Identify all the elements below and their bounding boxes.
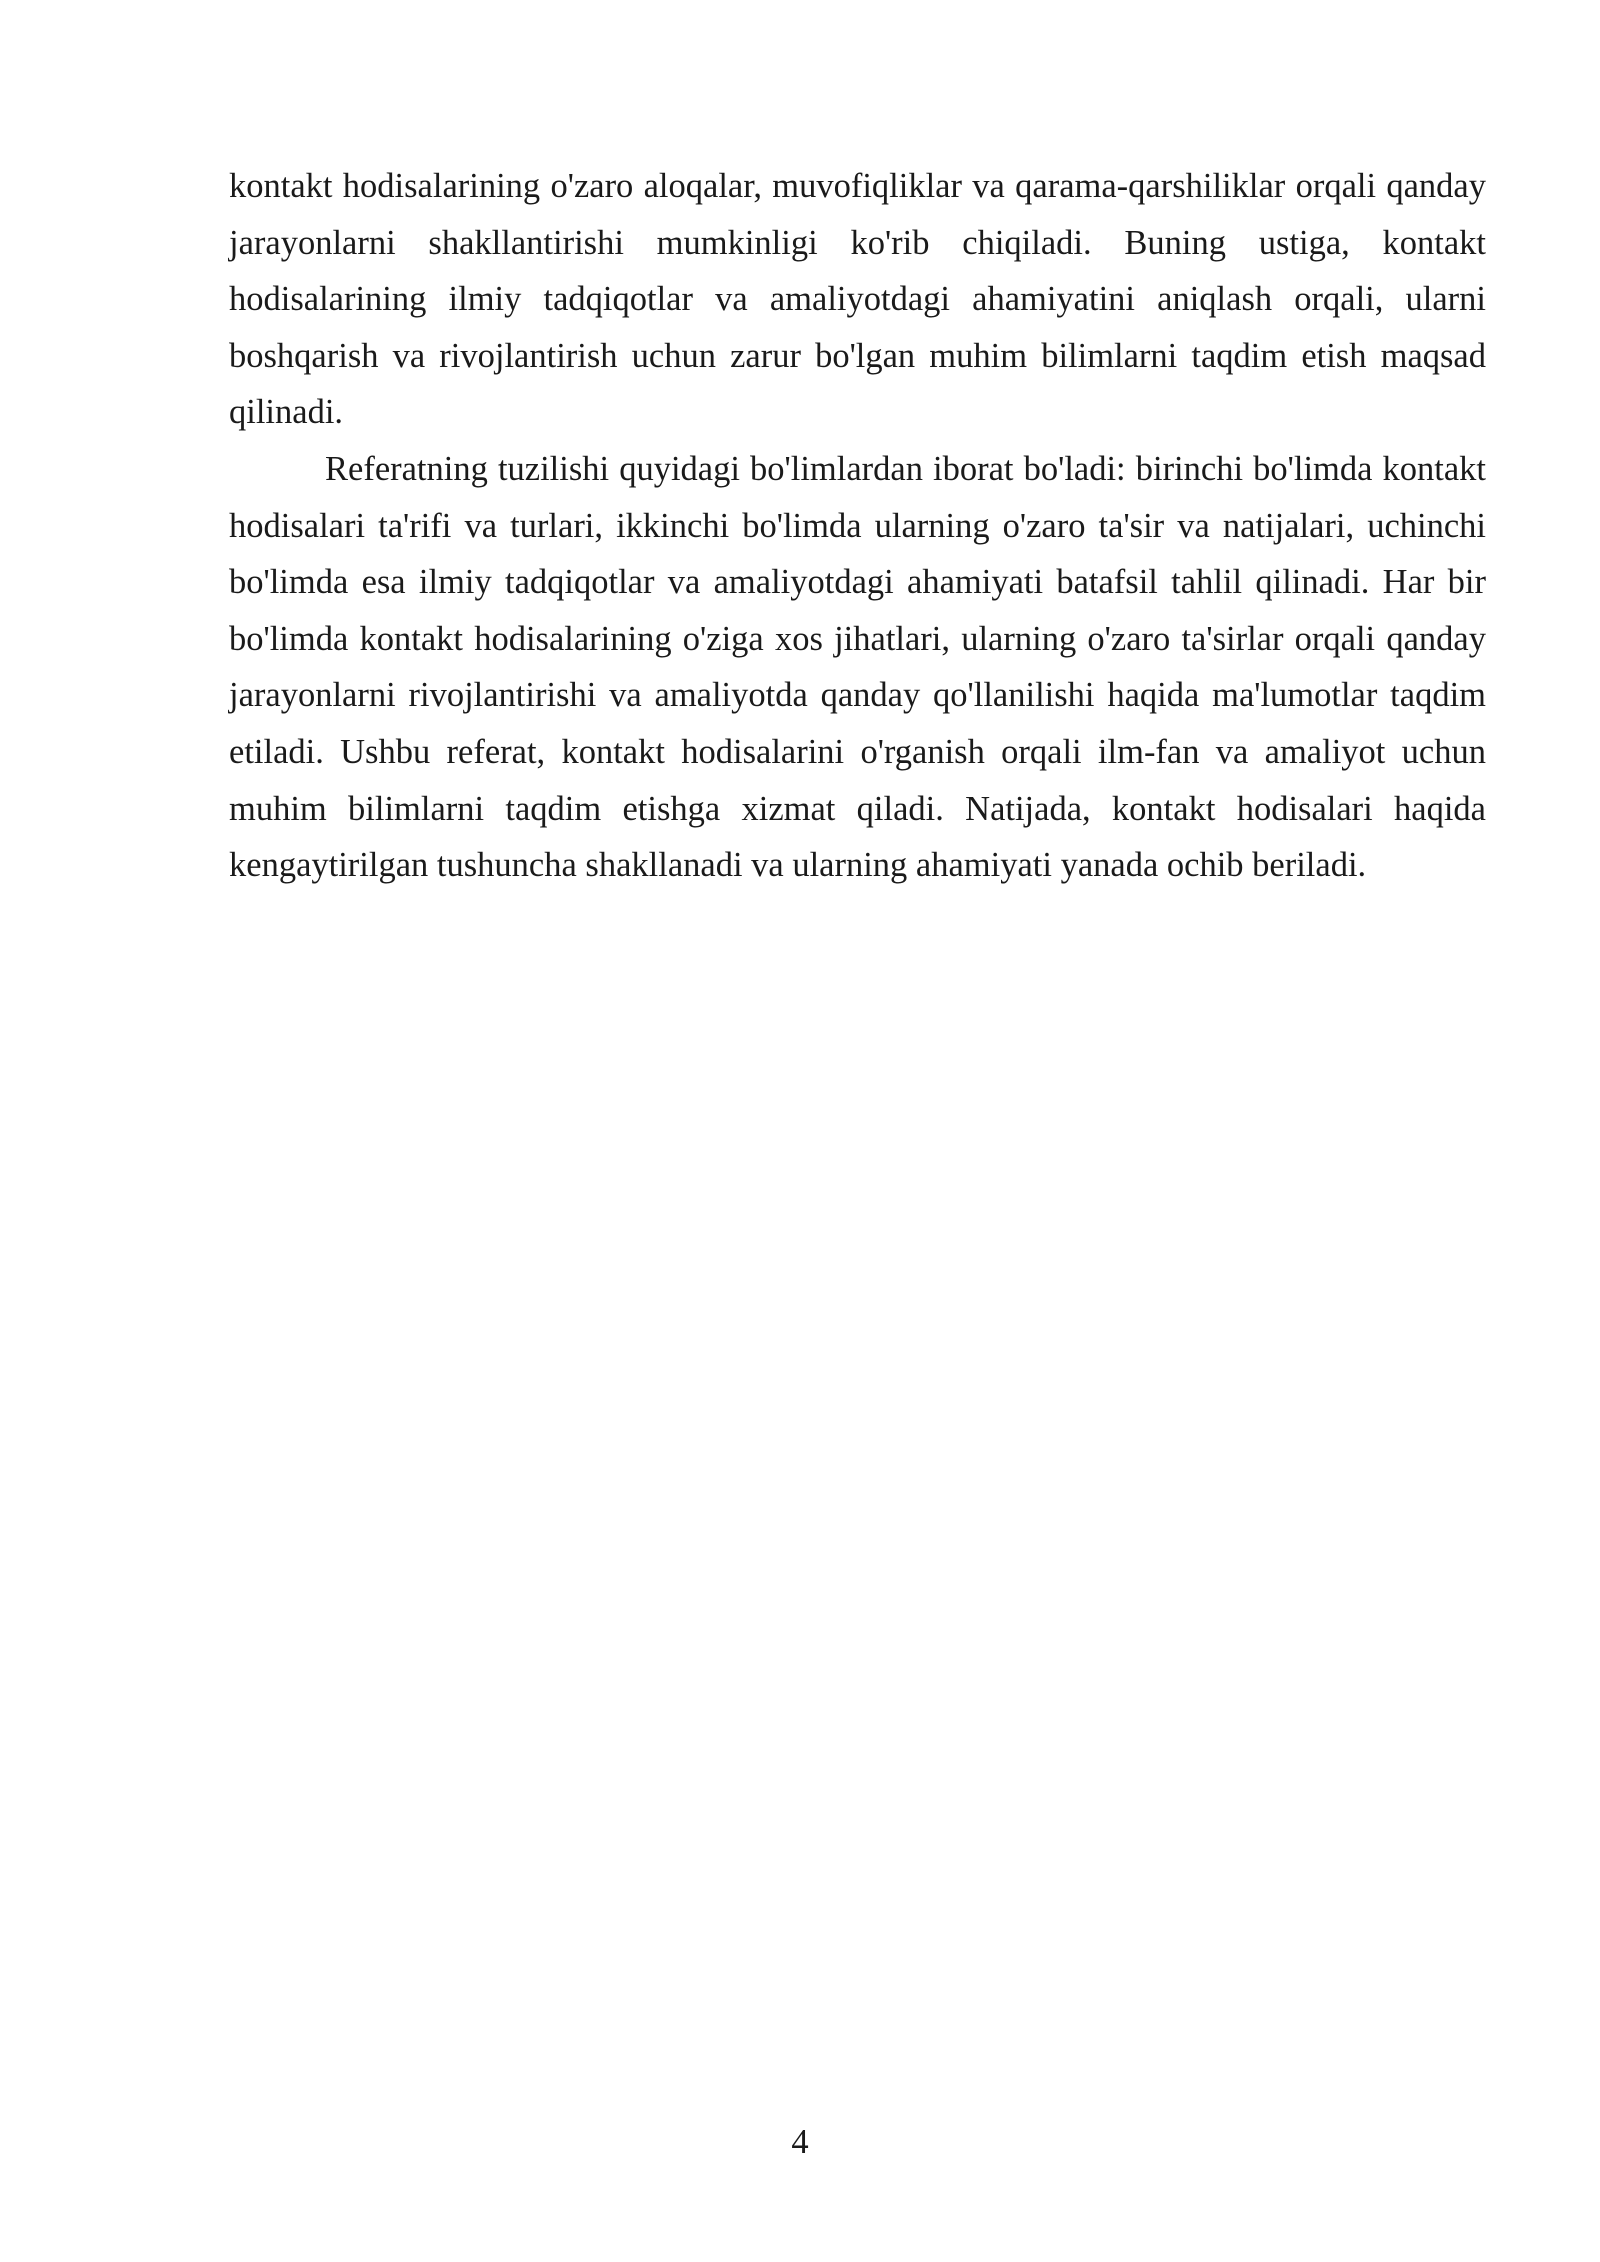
paragraph-structure: Referatning tuzilishi quyidagi bo'limlardan iborat bo'ladi: birinchi bo'limda kontakt hodisalari ta'rifi va turlari, ikkinchi bo'limda ularning o'zaro ta'sir va natijalari, uchinchi bo'limda esa ilmiy tadqiqotlar va amaliyotdagi ahamiyati batafsil tahlil qilinadi. Har bir bo'limda kontakt hodisalarining o'ziga xos jihatlari, ularning o'zaro ta'sirlar orqali qanday jarayonlarni rivojlantirishi va amaliyotda qanday qo'llanilishi haqida ma'lumotlar taqdim etiladi. Ushbu referat, kontakt hodisalarini o'rganish orqali ilm-fan va amaliyot uchun muhim bilimlarni taqdim etishga xizmat qiladi. Natijada, kontakt hodisalari haqida kengaytirilgan tushuncha shakllanadi va ularning ahamiyati yanada ochib beriladi.: [229, 449, 1486, 885]
paragraph-continuation: kontakt hodisalarining o'zaro aloqalar, muvofiqliklar va qarama-qarshiliklar orqali qanday jarayonlarni shakllantirishi mumkinligi ko'rib chiqiladi. Buning ustiga, kontakt hodisalarining ilmiy tadqiqotlar va amaliyotdagi ahamiyatini aniqlash orqali, ularni boshqarish va rivojlantirish uchun zarur bo'lgan muhim bilimlarni taqdim etish maqsad qilinadi.: [229, 167, 1486, 432]
page-number: 4: [791, 2123, 809, 2161]
body-text: [229, 158, 1486, 894]
